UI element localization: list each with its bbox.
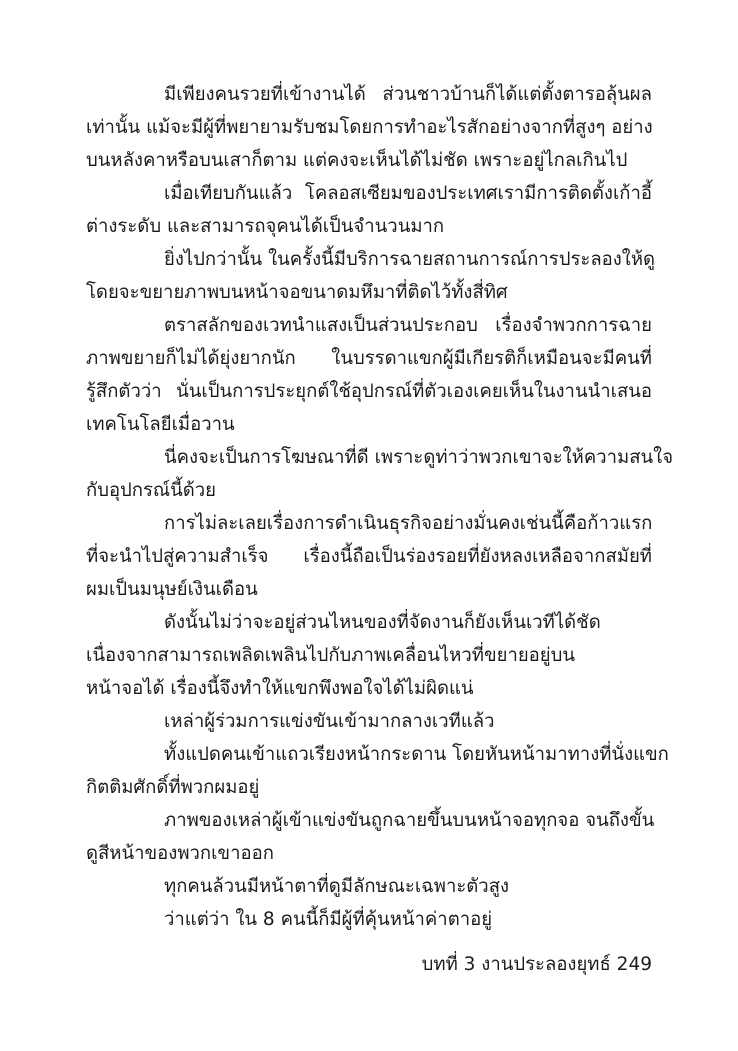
text-line: ยิ่งไปกว่านั้น ในครั้งนี้มีบริการฉายสถานการณ์การประลองให้ดู	[164, 249, 656, 270]
page-footer: บทที่ 3 งานประลองยุทธ์ 249	[421, 954, 652, 975]
text-line: เมื่อเทียบกันแล้ว โคลอสเซียมของประเทศเรามีการติดตั้งเก้าอี้	[164, 183, 652, 204]
text-line: ภาพของเหล่าผู้เข้าแข่งขันถูกฉายขึ้นบนหน้าจอทุกจอ จนถึงขั้น	[164, 810, 655, 831]
text-line: ที่จะนำไปสู่ความสำเร็จ เรื่องนี้ถือเป็นร่องรอยที่ยังหลงเหลือจากสมัยที่	[86, 546, 652, 567]
text-line: ต่างระดับ และสามารถจุคนได้เป็นจำนวนมาก	[86, 216, 445, 237]
text-line: เท่านั้น แม้จะมีผู้ที่พยายามรับชมโดยการทำอะไรสักอย่างจากที่สูงๆ อย่าง	[86, 117, 653, 138]
text-line: การไม่ละเลยเรื่องการดำเนินธุรกิจอย่างมั่นคงเช่นนี้คือก้าวแรก	[164, 513, 653, 534]
text-line: รู้สึกตัวว่า นั่นเป็นการประยุกต์ใช้อุปกรณ์ที่ตัวเองเคยเห็นในงานนำเสนอ	[86, 381, 652, 402]
text-line: เหล่าผู้ร่วมการแข่งขันเข้ามากลางเวทีแล้ว	[164, 711, 495, 732]
text-line: มีเพียงคนรวยที่เข้างานได้ ส่วนชาวบ้านก็ได้แต่ตั้งตารอลุ้นผล	[164, 84, 652, 105]
text-line: หน้าจอได้ เรื่องนี้จึงทำให้แขกพึงพอใจได้ไม่ผิดแน่	[86, 678, 474, 699]
text-line: นี่คงจะเป็นการโฆษณาที่ดี เพราะดูท่าว่าพวกเขาจะให้ความสนใจ	[164, 447, 674, 468]
text-line: โดยจะขยายภาพบนหน้าจอขนาดมหึมาที่ติดไว้ทั้งสี่ทิศ	[86, 282, 508, 303]
text-line: บนหลังคาหรือบนเสาก็ตาม แต่คงจะเห็นได้ไม่ชัด เพราะอยู่ไกลเกินไป	[86, 150, 628, 171]
text-line: เทคโนโลยีเมื่อวาน	[86, 414, 235, 435]
text-line: กับอุปกรณ์นี้ด้วย	[86, 480, 216, 501]
text-line: ทั้งแปดคนเข้าแถวเรียงหน้ากระดาน โดยหันหน้ามาทางที่นั่งแขก	[164, 744, 669, 765]
text-line: ตราสลักของเวทนำแสงเป็นส่วนประกอบ เรื่องจำพวกการฉาย	[164, 315, 652, 336]
text-line: ดังนั้นไม่ว่าจะอยู่ส่วนไหนของที่จัดงานก็ยังเห็นเวทีได้ชัด	[164, 612, 601, 633]
text-line: เนื่องจากสามารถเพลิดเพลินไปกับภาพเคลื่อนไหวที่ขยายอยู่บน	[86, 645, 576, 666]
text-line: ว่าแต่ว่า ใน 8 คนนี้ก็มีผู้ที่คุ้นหน้าค่าตาอยู่	[164, 909, 493, 930]
text-line: ผมเป็นมนุษย์เงินเดือน	[86, 579, 258, 600]
text-line: ภาพขยายก็ไม่ได้ยุ่งยากนัก ในบรรดาแขกผู้มีเกียรติก็เหมือนจะมีคนที่	[86, 348, 652, 369]
text-line: ดูสีหน้าของพวกเขาออก	[86, 843, 274, 864]
text-line: กิตติมศักดิ์ที่พวกผมอยู่	[86, 777, 260, 798]
text-line: ทุกคนล้วนมีหน้าตาที่ดูมีลักษณะเฉพาะตัวสูง	[164, 876, 510, 897]
